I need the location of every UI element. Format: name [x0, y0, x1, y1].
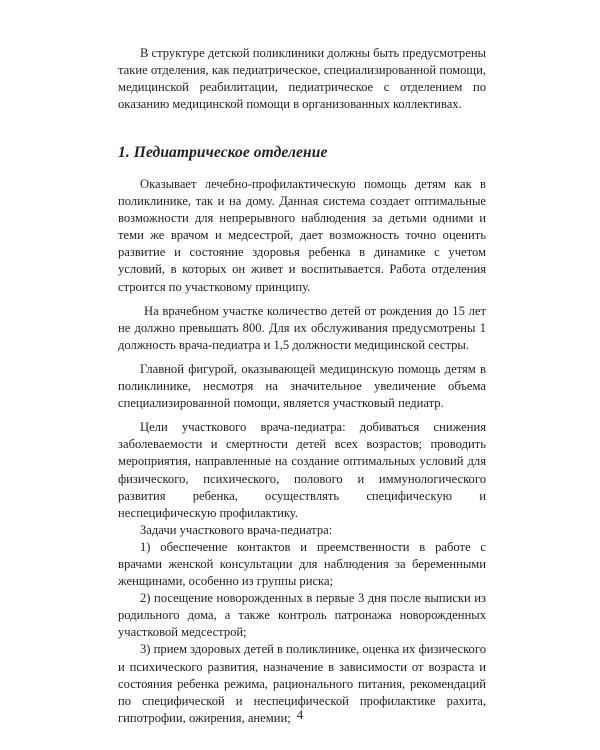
task-item: 3) прием здоровых детей в поликлинике, оценка их физического и психического развития, назначение в зависимости от возраста и состояния ребенка режима, рационального питания, рекомендаций по специфической и неспецифической профилактике рахита, гипотрофии, ожирения, анемии;: [118, 642, 486, 725]
paragraph-goals: Цели участкового врача-педиатра: добиваться снижения заболеваемости и смертности детей всех возрастов; проводить мероприятия, направленные на создание оптимальных условий для физического, психического, полового и иммунологического развития ребенка, осуществлять специфическую и неспецифическую профилактику.: [118, 420, 486, 520]
section-body: [118, 176, 486, 727]
page-number: 4: [296, 707, 304, 722]
task-item: 2) посещение новорожденных в первые 3 дня после выписки из родильного дома, а также контроль патронажа новорожденных участковой медсестрой;: [118, 591, 486, 640]
paragraph-district-size: На врачебном участке количество детей от рождения до 15 лет не должно превышать 800. Для их обслуживания предусмотрены 1 должность врача-педиатра и 1,5 должности медицинской сестры.: [118, 303, 486, 352]
paragraph-main-figure: Главной фигурой, оказывающей медицинскую помощь детям в поликлинике, несмотря на значительное увеличение объема специализированной помощи, является участковый педиатр.: [118, 361, 486, 411]
task-item: 1) обеспечение контактов и преемственности в работе с врачами женской консультации для наблюдения за беременными женщинами, особенно из группы риска;: [118, 539, 486, 589]
paragraph-department-overview: Оказывает лечебно-профилактическую помощь детям как в поликлинике, так и на дому. Данная система создает оптимальные возможности для непрерывного наблюдения за детьми одними и теми же врачом и медсестрой, дает возможность точно оценить развитие и состояние здоровья ребенка в динамике с учетом условий, в которых он живет и воспитывается. Работа отделения строится по участковому принципу.: [118, 177, 486, 294]
tasks-intro: Задачи участкового врача-педиатра:: [140, 522, 333, 537]
section-heading: 1. Педиатрическое отделение: [118, 144, 328, 161]
intro-text: В структуре детской поликлиники должны быть предусмотрены такие отделения, как педиатрическое, специализированной помощи, медицинской реабилитации, педиатрическое с отделением по оказанию медицинской помощи в организованных коллективах.: [118, 46, 487, 112]
intro-paragraph: [118, 45, 486, 113]
